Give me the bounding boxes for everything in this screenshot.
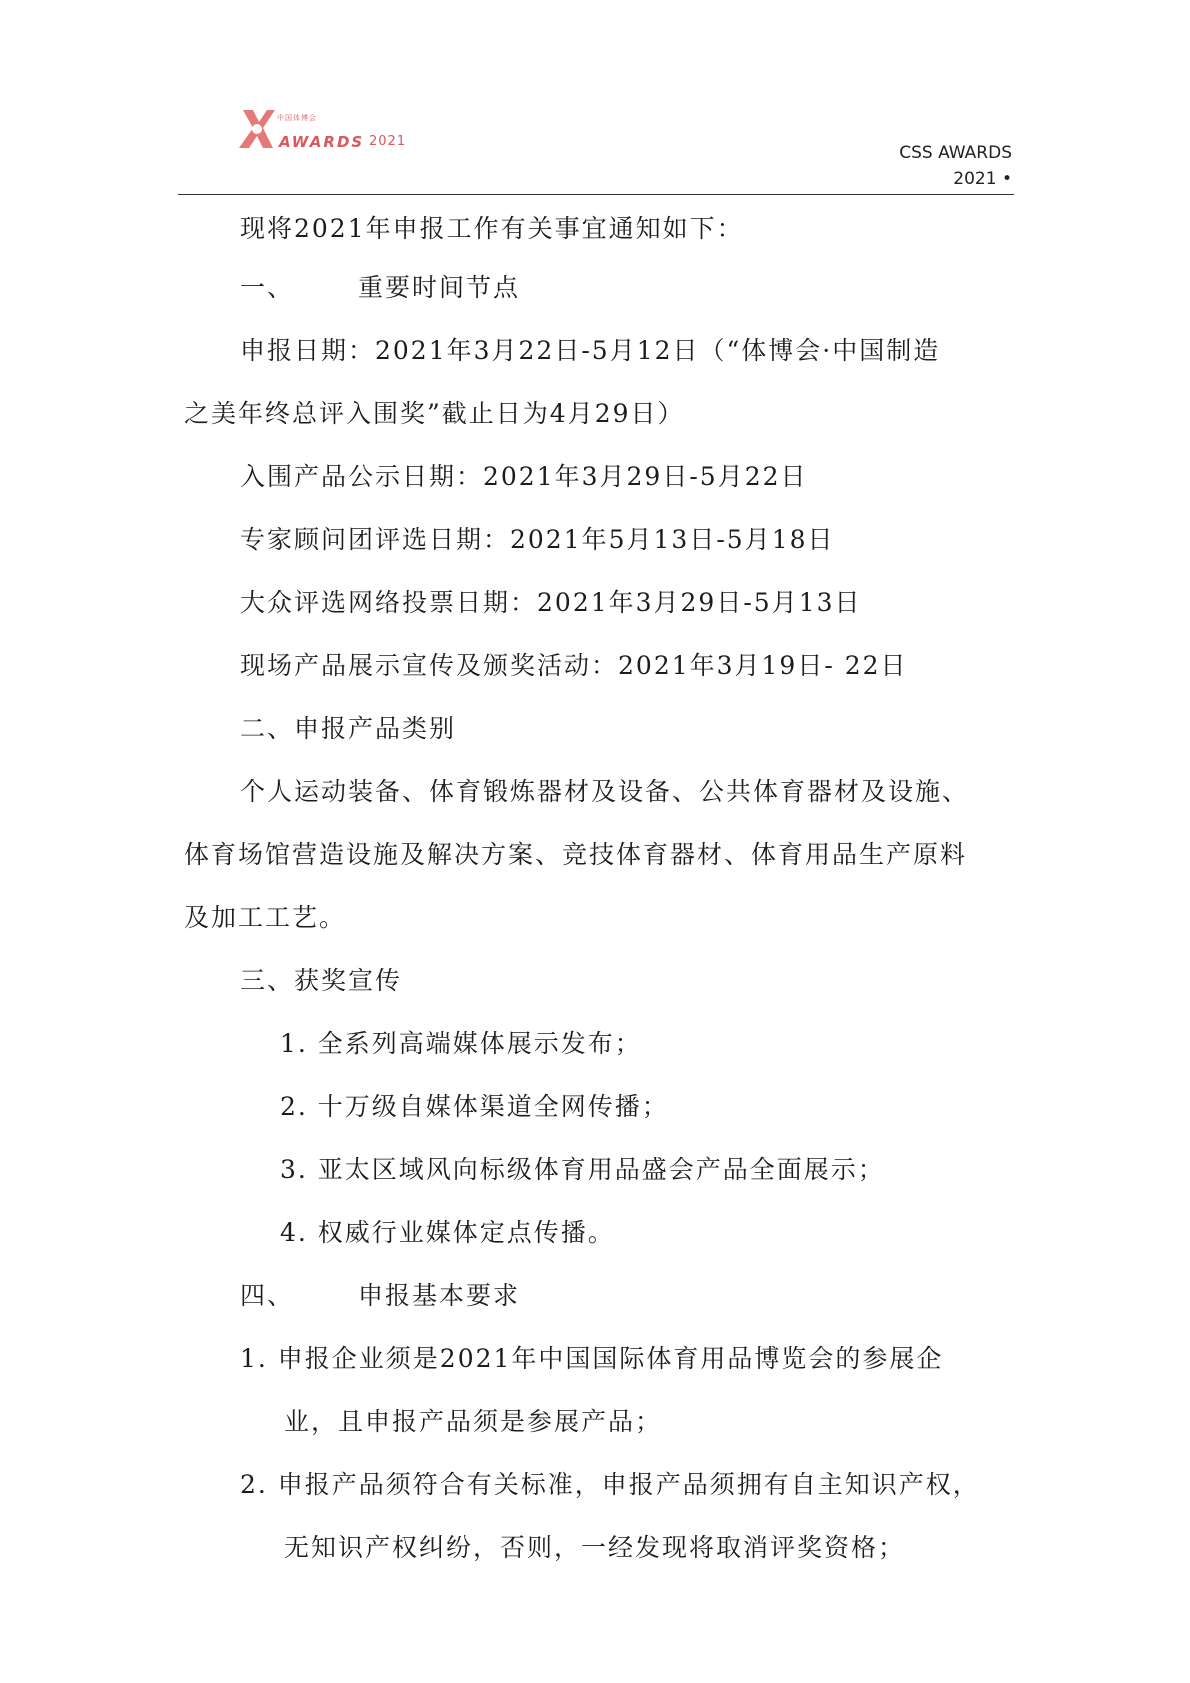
section-2-heading: 二、申报产品类别 <box>240 714 457 743</box>
promo-item: 1. 全系列高端媒体展示发布； <box>280 1029 642 1058</box>
promo-item: 2. 十万级自媒体渠道全网传播； <box>280 1092 669 1121</box>
intro-line: 现将2021年申报工作有关事宜通知如下： <box>240 214 744 243</box>
logo-year: 2021 <box>369 134 407 149</box>
header-title-line2: 2021 • <box>953 169 1012 189</box>
header-title-line1: CSS AWARDS <box>899 143 1012 163</box>
header-right-title <box>899 140 1012 192</box>
requirement-1-line-2: 业，且申报产品须是参展产品； <box>284 1407 663 1436</box>
promo-item: 3. 亚太区域风向标级体育用品盛会产品全面展示； <box>280 1155 885 1184</box>
section-1-title: 重要时间节点 <box>358 273 521 302</box>
logo-wordmark: AWARDS <box>279 133 365 151</box>
public-vote-date-line: 大众评选网络投票日期：2021年3月29日-5月13日 <box>240 588 862 617</box>
section-4-title: 申报基本要求 <box>358 1281 521 1310</box>
requirement-2-line-2: 无知识产权纠纷，否则，一经发现将取消评奖资格； <box>284 1533 906 1562</box>
category-line-1: 个人运动装备、体育锻炼器材及设备、公共体育器材及设施、 <box>240 777 970 806</box>
requirement-2-line-1: 2. 申报产品须符合有关标准，申报产品须拥有自主知识产权， <box>240 1470 980 1499</box>
category-line-3: 及加工工艺。 <box>184 903 347 932</box>
onsite-event-line: 现场产品展示宣传及颁奖活动：2021年3月19日- 22日 <box>240 651 908 680</box>
promo-item: 4. 权威行业媒体定点传播。 <box>280 1218 615 1247</box>
expert-date-line: 专家顾问团评选日期：2021年5月13日-5月18日 <box>240 525 835 554</box>
logo-emblem-icon <box>237 108 277 150</box>
publicity-date-line: 入围产品公示日期：2021年3月29日-5月22日 <box>240 462 808 491</box>
css-awards-logo <box>237 108 417 156</box>
apply-date-line-1: 申报日期：2021年3月22日-5月12日（“体博会·中国制造 <box>240 336 941 365</box>
section-3-heading: 三、获奖宣传 <box>240 966 403 995</box>
apply-date-line-2: 之美年终总评入围奖”截止日为4月29日） <box>184 399 685 428</box>
section-1-number: 一、 <box>240 273 295 302</box>
category-line-2: 体育场馆营造设施及解决方案、竞技体育器材、体育用品生产原料 <box>184 840 968 869</box>
requirement-1-line-1: 1. 申报企业须是2021年中国国际体育用品博览会的参展企 <box>240 1344 944 1373</box>
header-divider <box>178 194 1014 195</box>
section-4-heading <box>240 1280 520 1312</box>
section-4-number: 四、 <box>240 1281 295 1310</box>
logo-small-text: 中国体博会 <box>277 114 317 122</box>
section-1-heading <box>240 272 520 304</box>
